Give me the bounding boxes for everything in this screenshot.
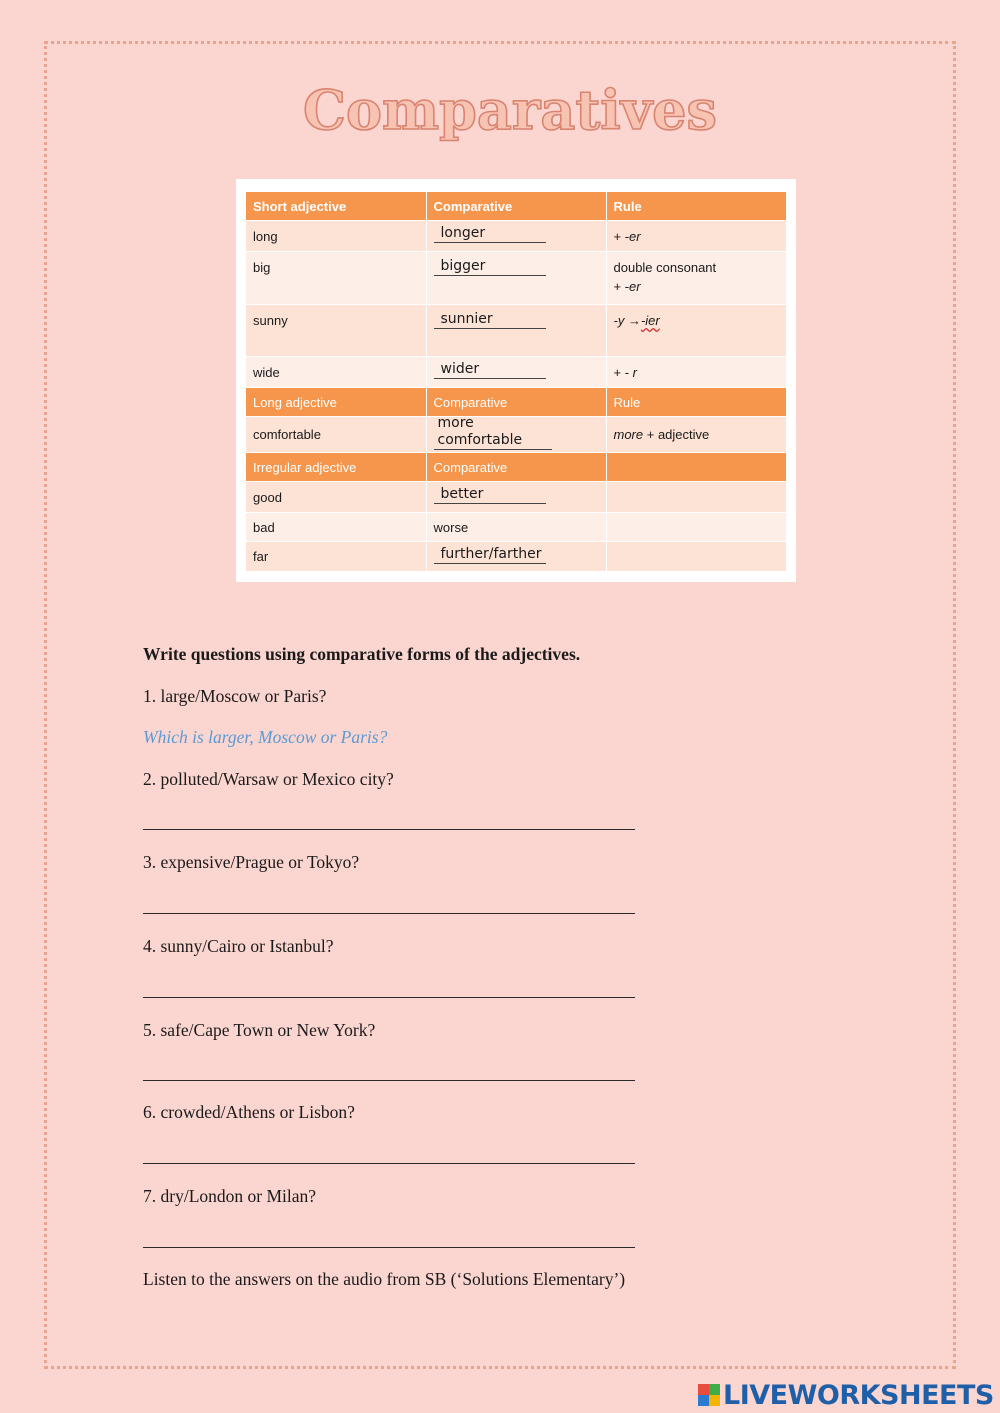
comparative-cell (426, 305, 606, 357)
answer-field[interactable]: wider (434, 361, 546, 379)
adjective-cell: far (246, 542, 426, 572)
question-4: 4. sunny/Cairo or Istanbul? (143, 936, 334, 956)
irregular-adjective-header-row (246, 453, 786, 482)
rule-cell (606, 482, 786, 513)
answer-field[interactable]: longer (434, 225, 546, 243)
answer-line-7[interactable] (143, 1247, 635, 1248)
adjective-cell: long (246, 221, 426, 252)
rule-cell (606, 513, 786, 542)
short-adjective-header-row (246, 192, 786, 221)
comparative-cell (426, 221, 606, 252)
logo-icon (698, 1384, 720, 1406)
header-cell: Comparative (426, 192, 606, 221)
logo-square (709, 1395, 720, 1406)
audio-note: Listen to the answers on the audio from SB (‘Solutions Elementary’) (143, 1269, 626, 1289)
adjective-cell: sunny (246, 305, 426, 357)
rule-text: + - (613, 279, 630, 294)
comparative-cell (426, 252, 606, 305)
rule-cell (606, 305, 786, 357)
answer-field[interactable]: bigger (434, 258, 546, 276)
rule-suffix: er (629, 279, 641, 294)
answer-field[interactable]: more comfortable (434, 417, 552, 451)
answer-line-2[interactable] (143, 829, 635, 830)
example-answer: Which is larger, Moscow or Paris? (143, 727, 388, 747)
header-cell: Rule (606, 192, 786, 221)
table-row (246, 513, 786, 542)
table-row (246, 417, 786, 453)
rule-cell (606, 221, 786, 252)
adjective-cell: bad (246, 513, 426, 542)
table-row (246, 252, 786, 305)
comparative-cell: worse (426, 513, 606, 542)
logo-square (698, 1395, 709, 1406)
rule-suffix: -ier (640, 313, 660, 328)
adjective-cell: good (246, 482, 426, 513)
question-7: 7. dry/London or Milan? (143, 1186, 317, 1206)
answer-field[interactable]: sunnier (434, 311, 546, 329)
question-6: 6. crowded/Athens or Lisbon? (143, 1102, 355, 1122)
liveworksheets-logo[interactable] (698, 1378, 994, 1412)
long-adjective-header-row (246, 388, 786, 417)
header-cell (606, 453, 786, 482)
table-row (246, 482, 786, 513)
rule-text: + - (613, 364, 633, 380)
rule-suffix: r (632, 364, 637, 380)
header-cell: Irregular adjective (246, 453, 426, 482)
answer-line-3[interactable] (143, 913, 635, 914)
rule-text: + adjective (643, 427, 710, 442)
adjective-cell: wide (246, 357, 426, 388)
exercise-instruction: Write questions using comparative forms of the adjectives. (143, 644, 581, 664)
rule-cell (606, 417, 786, 453)
comparative-cell (426, 417, 606, 453)
question-2: 2. polluted/Warsaw or Mexico city? (143, 769, 394, 789)
question-1: 1. large/Moscow or Paris? (143, 686, 327, 706)
table-row (246, 221, 786, 252)
rule-cell (606, 542, 786, 572)
header-cell: Comparative (426, 388, 606, 417)
table-row (246, 305, 786, 357)
logo-square (698, 1384, 709, 1395)
rule-line: double consonant (613, 260, 717, 275)
question-5: 5. safe/Cape Town or New York? (143, 1020, 376, 1040)
header-cell: Rule (606, 388, 786, 417)
answer-line-4[interactable] (143, 997, 635, 998)
logo-square (709, 1384, 720, 1395)
arrow-icon: → (627, 313, 641, 328)
rule-cell (606, 357, 786, 388)
comparative-cell (426, 482, 606, 513)
rule-cell (606, 252, 786, 305)
header-cell: Long adjective (246, 388, 426, 417)
adjective-cell: big (246, 252, 426, 305)
adjective-table (246, 192, 787, 572)
comparative-cell (426, 357, 606, 388)
table-row (246, 542, 786, 572)
adjective-table-card (236, 179, 796, 582)
table-row (246, 357, 786, 388)
answer-line-6[interactable] (143, 1163, 635, 1164)
rule-text: + - (613, 228, 630, 244)
logo-text: LIVEWORKSHEETS (723, 1379, 994, 1411)
answer-line-5[interactable] (143, 1080, 635, 1081)
answer-field[interactable]: further/farther (434, 546, 546, 564)
rule-line (614, 279, 779, 294)
rule-suffix: er (629, 228, 641, 244)
answer-field[interactable]: better (434, 486, 546, 504)
rule-keyword: more (613, 427, 644, 442)
question-3: 3. expensive/Prague or Tokyo? (143, 852, 360, 872)
rule-suffix: -y (613, 313, 625, 328)
header-cell: Comparative (426, 453, 606, 482)
page-title: Comparatives (303, 78, 717, 142)
adjective-cell: comfortable (246, 417, 426, 453)
comparative-cell (426, 542, 606, 572)
header-cell: Short adjective (246, 192, 426, 221)
